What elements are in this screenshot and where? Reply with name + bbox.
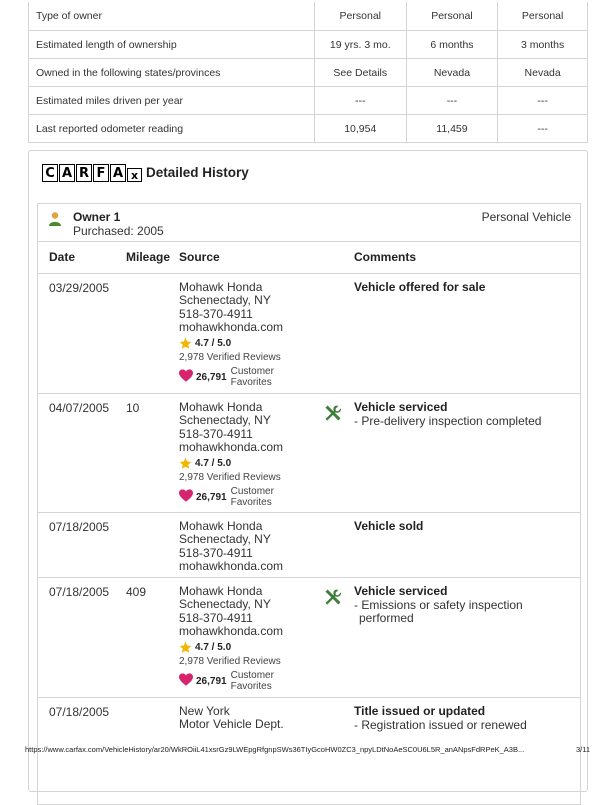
rating-value: 4.7 / 5.0 (195, 642, 232, 654)
rating-value: 4.7 / 5.0 (195, 338, 232, 350)
logo-letter: C (42, 164, 58, 182)
source-phone[interactable]: 518-370-4911 (179, 545, 253, 560)
source-name: Mohawk Honda (179, 280, 263, 294)
summary-value: --- (406, 87, 498, 114)
source-name: Mohawk Honda (179, 400, 263, 414)
favorites-label (231, 366, 274, 388)
summary-row (29, 86, 587, 114)
summary-label: Estimated length of ownership (36, 38, 177, 51)
record-comments (354, 281, 485, 295)
comment-title: Vehicle serviced (354, 584, 448, 598)
favorites-label-line: Customer (230, 669, 274, 681)
col-comments: Comments (354, 250, 417, 264)
heart-icon (179, 673, 193, 686)
favorites-label (231, 486, 274, 508)
owner-section (37, 203, 581, 805)
comment-detail: performed (359, 611, 414, 625)
favorites-label-line: Customer (230, 485, 274, 497)
source-website-link[interactable]: mohawkhonda.com (179, 319, 284, 334)
record-source (179, 585, 283, 692)
source-phone[interactable]: 518-370-4911 (179, 610, 253, 625)
customer-favorites (179, 486, 283, 508)
summary-value: Personal (314, 2, 406, 30)
summary-label: Estimated miles driven per year (36, 94, 184, 107)
owner-purchased: Purchased: 2005 (73, 224, 164, 238)
favorites-label (231, 670, 274, 692)
summary-value: Personal (406, 2, 498, 30)
history-record (38, 512, 580, 578)
summary-value: --- (497, 87, 587, 114)
favorites-label-line: Favorites (230, 496, 272, 508)
summary-label: Last reported odometer reading (36, 122, 184, 135)
customer-favorites (179, 670, 283, 692)
heart-icon (179, 369, 193, 382)
source-website-link[interactable]: mohawkhonda.com (179, 439, 284, 454)
record-date: 03/29/2005 (49, 281, 110, 295)
owner-type: Personal Vehicle (481, 210, 571, 224)
detailed-history-card (28, 150, 591, 792)
source-phone[interactable]: 518-370-4911 (179, 306, 253, 321)
logo-letter: F (93, 164, 109, 182)
rating-value: 4.7 / 5.0 (195, 458, 232, 470)
record-date: 07/18/2005 (49, 520, 110, 534)
summary-value: Personal (497, 2, 587, 30)
source-rating (179, 337, 283, 350)
source-name: New York (179, 704, 230, 718)
comment-title: Vehicle serviced (354, 400, 448, 414)
history-record (38, 577, 580, 698)
person-icon (49, 212, 61, 226)
record-comments (354, 585, 523, 626)
favorites-count: 26,791 (196, 491, 227, 503)
summary-value: 10,954 (314, 115, 406, 142)
source-location: Motor Vehicle Dept. (179, 717, 284, 732)
summary-value: 6 months (406, 31, 498, 58)
favorites-label-line: Favorites (230, 376, 272, 388)
summary-value: 11,459 (406, 115, 498, 142)
summary-row (29, 58, 587, 86)
col-date: Date (49, 250, 76, 264)
favorites-label-line: Favorites (230, 680, 272, 692)
source-name: Mohawk Honda (179, 519, 263, 533)
record-date: 07/18/2005 (49, 585, 110, 599)
summary-row (29, 114, 587, 142)
verified-reviews: 2,978 Verified Reviews (179, 352, 281, 364)
favorites-count: 26,791 (196, 371, 227, 383)
see-details-link[interactable]: See Details (314, 59, 406, 86)
star-icon (179, 457, 192, 470)
source-website-link[interactable]: mohawkhonda.com (179, 623, 284, 638)
logo-letter: R (76, 164, 92, 182)
comment-detail: - Pre-delivery inspection completed (354, 413, 542, 428)
history-record (38, 273, 580, 394)
logo-letter: A (110, 164, 126, 182)
col-mileage: Mileage (126, 250, 171, 264)
summary-value: --- (497, 115, 587, 142)
source-location: Schenectady, NY (179, 532, 271, 547)
logo-letter: A (59, 164, 75, 182)
source-location: Schenectady, NY (179, 293, 271, 308)
history-column-headers (38, 241, 580, 274)
record-date: 04/07/2005 (49, 401, 110, 415)
star-icon (179, 641, 192, 654)
source-location: Schenectady, NY (179, 413, 271, 428)
carfax-logo (42, 164, 143, 182)
record-comments (354, 520, 423, 534)
summary-value: Nevada (497, 59, 587, 86)
customer-favorites (179, 366, 283, 388)
comment-title: Vehicle offered for sale (354, 280, 486, 294)
source-rating (179, 457, 283, 470)
record-mileage: 10 (126, 401, 140, 415)
source-website-link[interactable]: mohawkhonda.com (179, 558, 284, 573)
summary-row (29, 2, 587, 30)
col-source: Source (179, 250, 220, 264)
record-date: 07/18/2005 (49, 705, 110, 719)
source-phone[interactable]: 518-370-4911 (179, 426, 253, 441)
page-url-footer: https://www.carfax.com/VehicleHistory/ar20/WkROiiL41xsrGz9LWEpgRfgnpSWs36TIyGcoHW0ZC3_npyLDtNoAeSC0U6L5R_anANpsFdRPeK_A3B... (25, 745, 525, 754)
service-tools-icon (323, 403, 343, 423)
summary-label: Owned in the following states/provinces (36, 66, 221, 79)
comment-detail: - Emissions or safety inspection (354, 597, 523, 612)
record-comments (354, 401, 541, 428)
summary-value: 19 yrs. 3 mo. (314, 31, 406, 58)
history-record (38, 393, 580, 513)
favorites-count: 26,791 (196, 675, 227, 687)
verified-reviews: 2,978 Verified Reviews (179, 472, 281, 484)
comment-title: Vehicle sold (354, 519, 424, 533)
record-source (179, 705, 284, 732)
summary-value: 3 months (497, 31, 587, 58)
comment-title: Title issued or updated (354, 704, 486, 718)
source-name: Mohawk Honda (179, 584, 263, 598)
heart-icon (179, 489, 193, 502)
logo-letter: x (127, 168, 142, 182)
owner-name: Owner 1 (73, 210, 121, 224)
ownership-summary-table (28, 2, 588, 143)
card-header (29, 151, 587, 195)
summary-row (29, 30, 587, 58)
summary-label: Type of owner (36, 10, 102, 22)
comment-detail: - Registration issued or renewed (354, 717, 527, 732)
star-icon (179, 337, 192, 350)
record-mileage: 409 (126, 585, 147, 599)
record-source (179, 520, 283, 573)
card-title: Detailed History (146, 165, 249, 180)
summary-value: Nevada (406, 59, 498, 86)
record-comments (354, 705, 527, 732)
summary-value: --- (314, 87, 406, 114)
source-rating (179, 641, 283, 654)
record-source (179, 401, 283, 508)
favorites-label-line: Customer (230, 365, 274, 377)
source-location: Schenectady, NY (179, 597, 271, 612)
owner-header (38, 204, 580, 241)
service-tools-icon (323, 587, 343, 607)
verified-reviews: 2,978 Verified Reviews (179, 656, 281, 668)
page-number: 3/11 (576, 745, 591, 754)
record-source (179, 281, 283, 388)
